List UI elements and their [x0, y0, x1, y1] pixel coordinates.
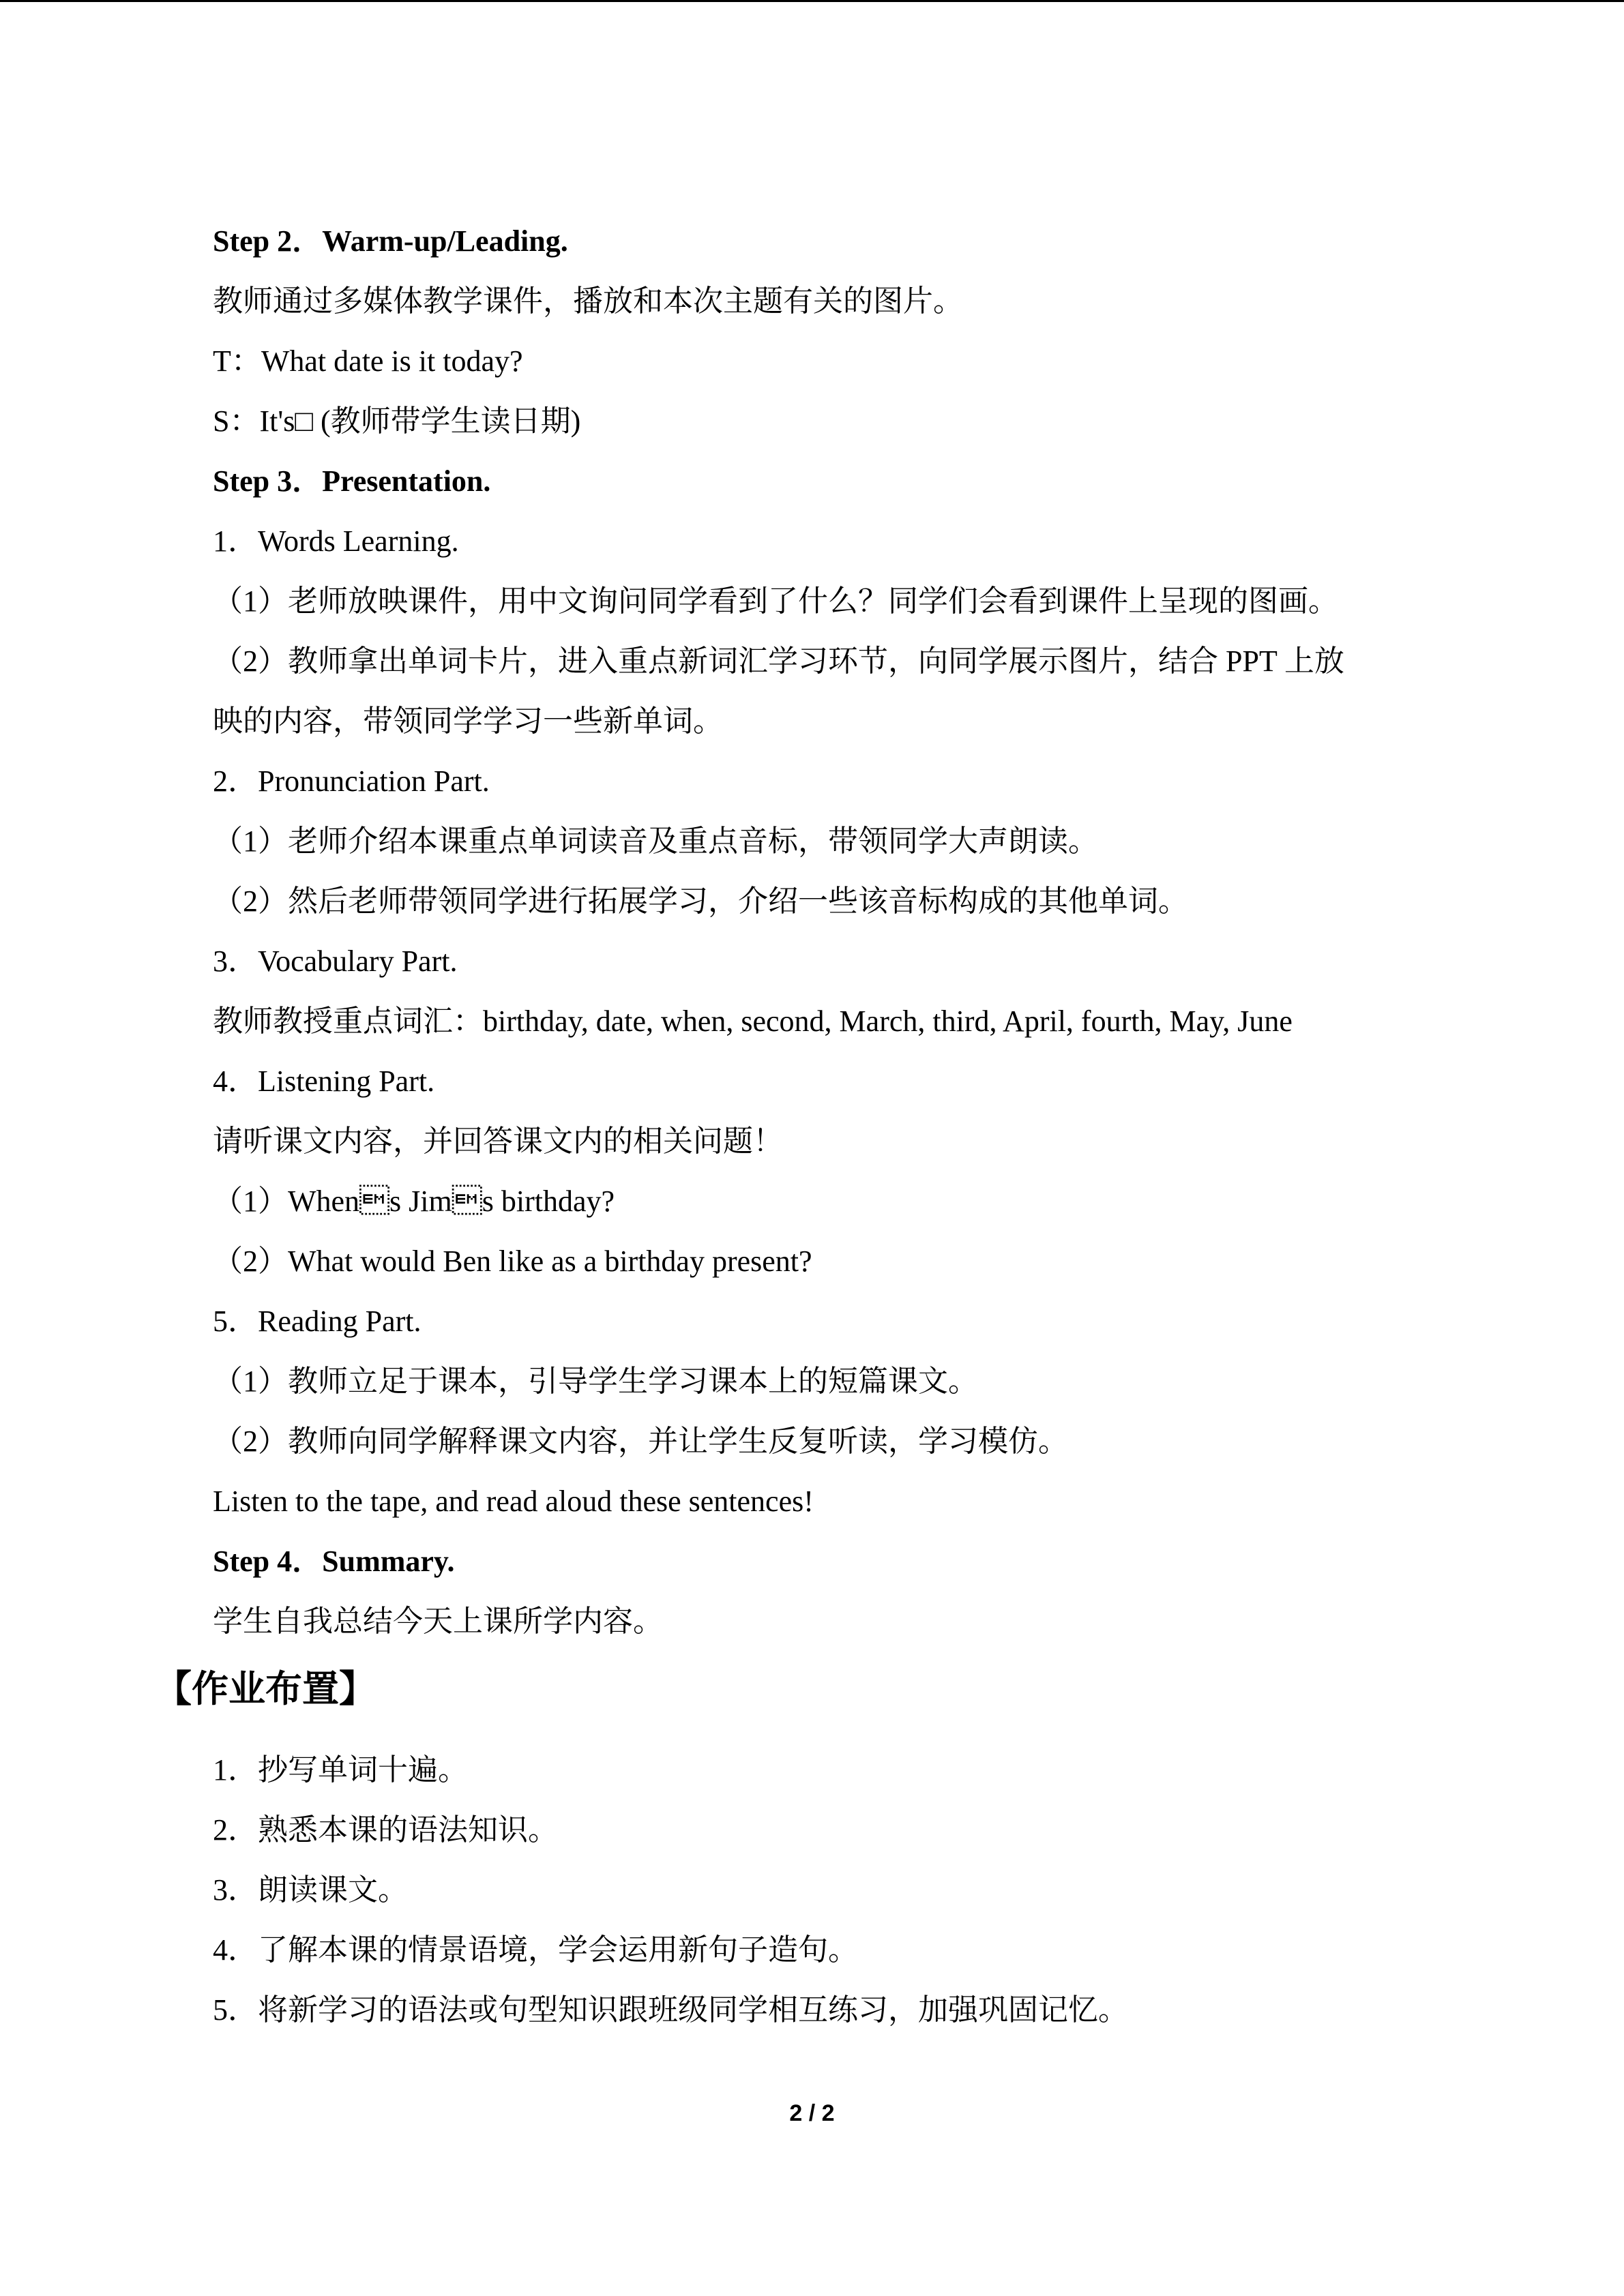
step4-title: Step 4．Summary. — [213, 1545, 455, 1578]
homework-item-5: 5．将新学习的语法或句型知识跟班级同学相互练习，加强巩固记忆。 — [213, 1993, 1128, 2027]
words-learning-item-1: （1）老师放映课件，用中文询问同学看到了什么？同学们会看到课件上呈现的图画。 — [213, 584, 1338, 618]
homework-item-1: 1．抄写单词十遍。 — [213, 1753, 468, 1787]
homework-item-4: 4．了解本课的情景语境，学会运用新句子造句。 — [213, 1933, 858, 1967]
listening-question-2: （2）What would Ben like as a birthday present? — [213, 1244, 812, 1278]
vocabulary-words: 教师教授重点词汇：birthday, date, when, second, March, third, April, fourth, May, June — [213, 1004, 1293, 1038]
step2-line-2: T：What date is it today? — [213, 344, 523, 378]
pronunciation-item-1: （1）老师介绍本课重点单词读音及重点音标，带领同学大声朗读。 — [213, 824, 1098, 858]
reading-title: 5．Reading Part. — [213, 1304, 422, 1338]
homework-item-3: 3．朗读课文。 — [213, 1873, 408, 1907]
homework-item-2: 2．熟悉本课的语法知识。 — [213, 1813, 558, 1847]
document-body — [155, 211, 1481, 2040]
reading-item-1: （1）教师立足于课本，引导学生学习课本上的短篇课文。 — [213, 1365, 978, 1398]
step4-line-1: 学生自我总结今天上课所学内容。 — [213, 1605, 663, 1638]
step2-line-3: S：It's□ (教师带学生读日期) — [213, 404, 581, 438]
listening-instruction: 请听课文内容，并回答课文内的相关问题！ — [213, 1124, 783, 1158]
step2-line-1: 教师通过多媒体教学课件，播放和本次主题有关的图片。 — [213, 284, 963, 318]
pronunciation-title: 2．Pronunciation Part. — [213, 764, 490, 798]
homework-heading: 【作业布置】 — [155, 1667, 376, 1710]
listening-question-1: （1）Whens Jims birthday? — [213, 1184, 615, 1218]
step2-title: Step 2．Warm-up/Leading. — [213, 224, 568, 258]
reading-item-2: （2）教师向同学解释课文内容，并让学生反复听读，学习模仿。 — [213, 1425, 1068, 1458]
words-learning-item-2: （2）教师拿出单词卡片，进入重点新词汇学习环节，向同学展示图片，结合 PPT 上放 — [213, 644, 1345, 678]
homework-spacer — [213, 1727, 1481, 1740]
step3-title: Step 3．Presentation. — [213, 464, 491, 498]
reading-instruction: Listen to the tape, and read aloud these sentences! — [213, 1485, 814, 1518]
vocabulary-title: 3．Vocabulary Part. — [213, 944, 458, 978]
listening-title: 4．Listening Part. — [213, 1064, 435, 1098]
pronunciation-item-2: （2）然后老师带领同学进行拓展学习，介绍一些该音标构成的其他单词。 — [213, 884, 1188, 918]
words-learning-title: 1．Words Learning. — [213, 524, 459, 558]
page-number: 2 / 2 — [789, 2100, 835, 2126]
words-learning-item-2-cont: 映的内容，带领同学学习一些新单词。 — [213, 704, 723, 738]
page-top-border — [0, 0, 1624, 2]
